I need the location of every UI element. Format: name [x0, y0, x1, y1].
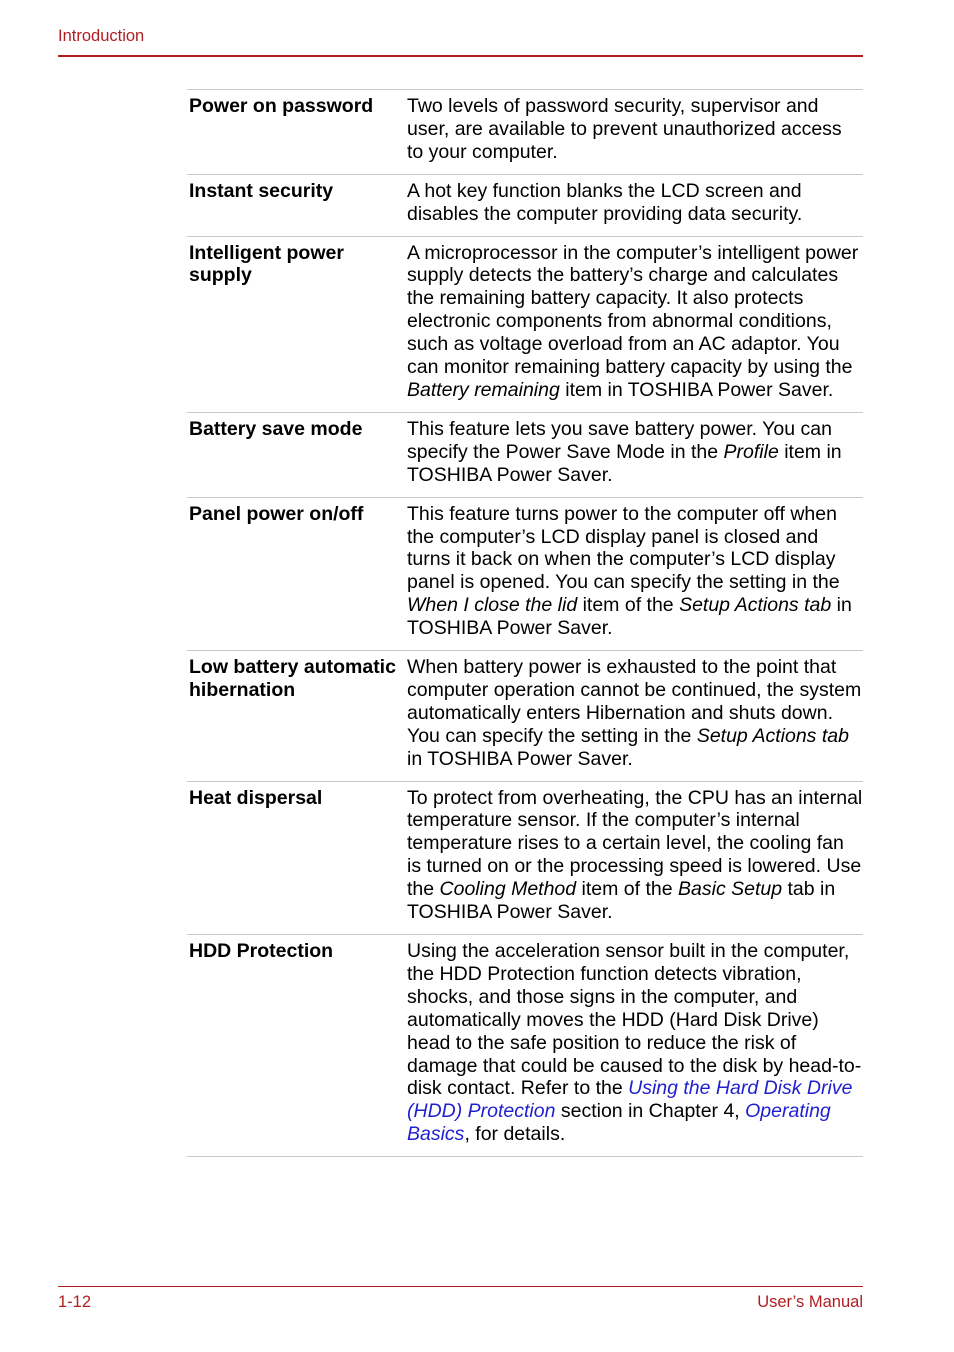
feature-term: Battery save mode	[189, 417, 363, 440]
page-number: 1-12	[58, 1293, 92, 1311]
feature-table	[187, 89, 863, 1157]
description-text: Using the acceleration sensor built in the computer, the HDD Protection function detects vibration, shocks, and those signs in the computer, and automatically moves the HDD (Hard Disk Drive) head to the safe position to reduce the risk of damage that could be caused to the disk by head-to-disk contact. Refer to the	[407, 940, 862, 1100]
cross-reference-link[interactable]: Operating Basics	[407, 1100, 831, 1146]
feature-term: Heat dispersal	[189, 786, 323, 809]
page-header	[58, 26, 863, 57]
description-text: This feature lets you save battery power. You can specify the Power Save Mode in the	[407, 417, 832, 463]
emphasis-text: Battery remaining	[407, 378, 560, 401]
description-text: To protect from overheating, the CPU has an internal temperature sensor. If the computer’s internal temperature rises to a certain level, the cooling fan is turned on or the processing speed is lowered. Use the	[407, 786, 863, 901]
description-text: Two levels of password security, supervisor and user, are available to prevent unauthorized access to your computer.	[407, 95, 842, 163]
description-text: section in Chapter 4,	[555, 1100, 746, 1123]
page-footer	[58, 1286, 863, 1311]
feature-description	[407, 787, 863, 924]
description-text: , for details.	[464, 1123, 566, 1146]
feature-description	[407, 242, 863, 402]
table-row	[187, 782, 863, 935]
table-row	[187, 413, 863, 498]
emphasis-text: Basic Setup	[678, 878, 783, 901]
feature-term: Power on password	[189, 95, 374, 117]
description-text: A hot key function blanks the LCD screen and disables the computer providing data security.	[407, 179, 803, 225]
emphasis-text: When I close the lid	[407, 594, 578, 617]
feature-description	[407, 95, 863, 164]
feature-description	[407, 503, 863, 640]
manual-name: User’s Manual	[757, 1293, 863, 1311]
feature-term: Low battery automatic hibernation	[189, 656, 396, 701]
emphasis-text: Profile	[723, 440, 779, 463]
table-row	[187, 651, 863, 782]
feature-description	[407, 180, 863, 226]
table-row	[187, 90, 863, 175]
emphasis-text: Setup Actions tab	[696, 724, 849, 747]
description-text: in TOSHIBA Power Saver.	[407, 594, 852, 640]
feature-term: HDD Protection	[189, 940, 334, 962]
feature-term: Instant security	[189, 179, 334, 202]
chapter-title: Introduction	[58, 27, 145, 45]
feature-description	[407, 418, 863, 487]
description-text: item in TOSHIBA Power Saver.	[407, 440, 842, 486]
emphasis-text: Setup Actions tab	[679, 594, 832, 617]
feature-description	[407, 940, 863, 1146]
table-row	[187, 498, 863, 651]
description-text: in TOSHIBA Power Saver.	[407, 747, 633, 770]
emphasis-text: Cooling Method	[439, 878, 577, 901]
cross-reference-link[interactable]: Using the Hard Disk Drive (HDD) Protection	[407, 1077, 853, 1123]
description-text: This feature turns power to the computer off when the computer’s LCD display panel is closed and turns it back on when the computer’s LCD display panel is opened. You can specify the setting in the	[407, 502, 840, 594]
feature-description	[407, 656, 863, 771]
feature-term: Intelligent power supply	[189, 241, 344, 287]
feature-term: Panel power on/off	[189, 502, 364, 525]
table-row	[187, 237, 863, 413]
description-text: When battery power is exhausted to the point that computer operation cannot be continued, the system automatically enters Hibernation and shuts down. You can specify the setting in the	[407, 656, 862, 747]
table-row	[187, 935, 863, 1157]
description-text: item in TOSHIBA Power Saver.	[559, 378, 834, 401]
description-text: A microprocessor in the computer’s intelligent power supply detects the battery’s charge and calculates the remaining battery capacity. It also protects electronic components from abnormal conditions, such as voltage overload from an AC adaptor. You can monitor remaining battery capacity by using the	[407, 241, 859, 379]
description-text: item of the	[577, 594, 680, 617]
table-row	[187, 175, 863, 237]
description-text: item of the	[576, 878, 679, 901]
description-text: tab in TOSHIBA Power Saver.	[407, 878, 836, 924]
